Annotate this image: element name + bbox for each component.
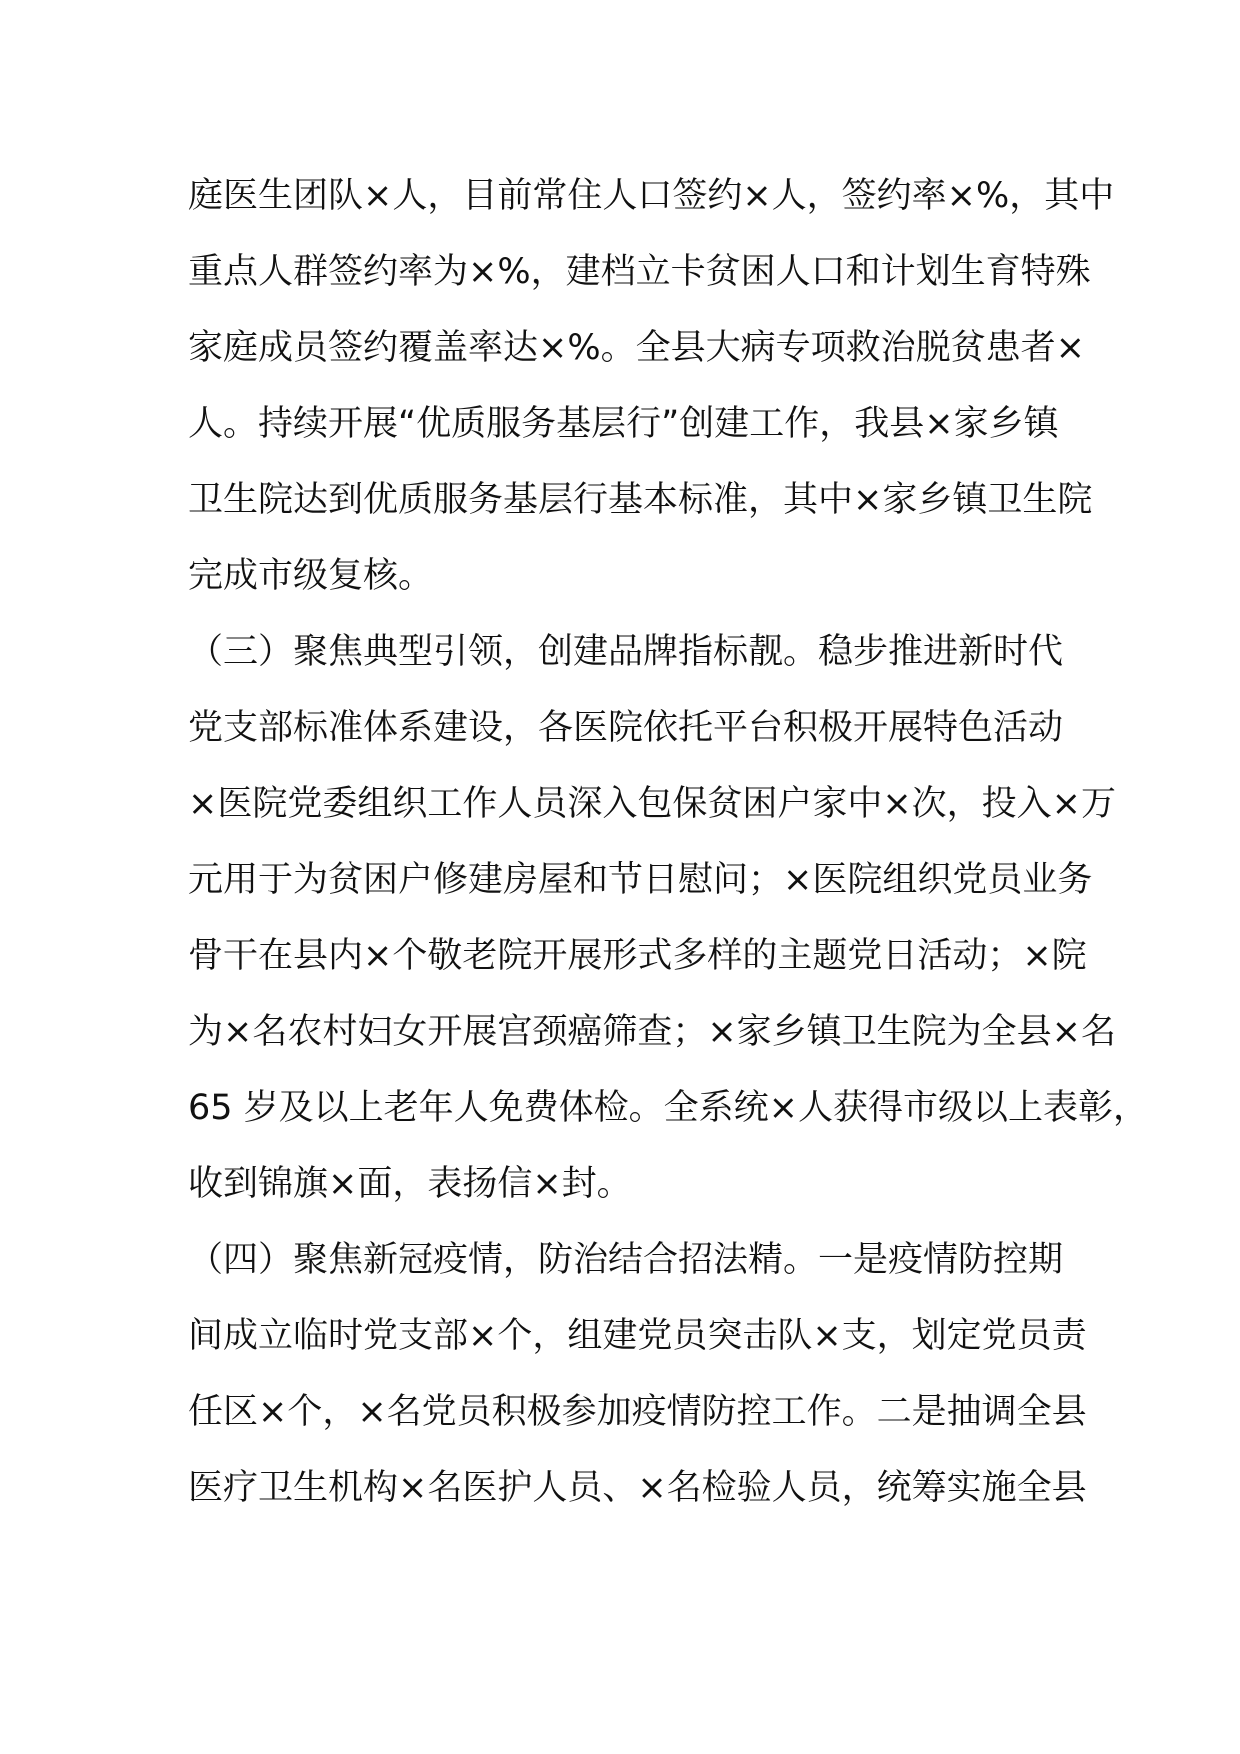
text-line: （三）聚焦典型引领，创建品牌指标靓。稳步推进新时代 (188, 632, 1064, 672)
text-line: 为×名农村妇女开展宫颈癌筛查；×家乡镇卫生院为全县×名 (188, 1012, 1116, 1052)
text-line: ×医院党委组织工作人员深入包保贫困户家中×次，投入×万 (188, 784, 1116, 824)
text-line: 完成市级复核。 (188, 556, 434, 596)
text-line: （四）聚焦新冠疫情，防治结合招法精。一是疫情防控期 (188, 1240, 1064, 1280)
text-line: 收到锦旗×面，表扬信×封。 (188, 1164, 632, 1204)
paragraph-section-four (188, 1232, 1088, 1536)
text-line: 任区×个，×名党员积极参加疫情防控工作。二是抽调全县 (188, 1392, 1087, 1432)
text-line: 家庭成员签约覆盖率达×%。全县大病专项救治脱贫患者× (188, 328, 1085, 368)
text-line: 党支部标准体系建设，各医院依托平台积极开展特色活动 (188, 708, 1064, 748)
text-line: 骨干在县内×个敬老院开展形式多样的主题党日活动；×院 (188, 936, 1087, 976)
text-line: 庭医生团队×人，目前常住人口签约×人，签约率×%，其中 (188, 176, 1115, 216)
text-line: 医疗卫生机构×名医护人员、×名检验人员，统筹实施全县 (188, 1468, 1087, 1508)
text-line: 人。持续开展“优质服务基层行”创建工作，我县×家乡镇 (188, 404, 1059, 444)
paragraph-section-three (188, 624, 1148, 1232)
text-line: 卫生院达到优质服务基层行基本标准，其中×家乡镇卫生院 (188, 480, 1093, 520)
text-line: 重点人群签约率为×%，建档立卡贫困人口和计划生育特殊 (188, 252, 1091, 292)
text-line: 元用于为贫困户修建房屋和节日慰问；×医院组织党员业务 (188, 860, 1093, 900)
text-line: 间成立临时党支部×个，组建党员突击队×支，划定党员责 (188, 1316, 1087, 1356)
text-line: 65 岁及以上老年人免费体检。全系统×人获得市级以上表彰， (188, 1088, 1148, 1128)
paragraph-family-doctor (188, 168, 1115, 624)
document-body (188, 168, 1148, 1536)
